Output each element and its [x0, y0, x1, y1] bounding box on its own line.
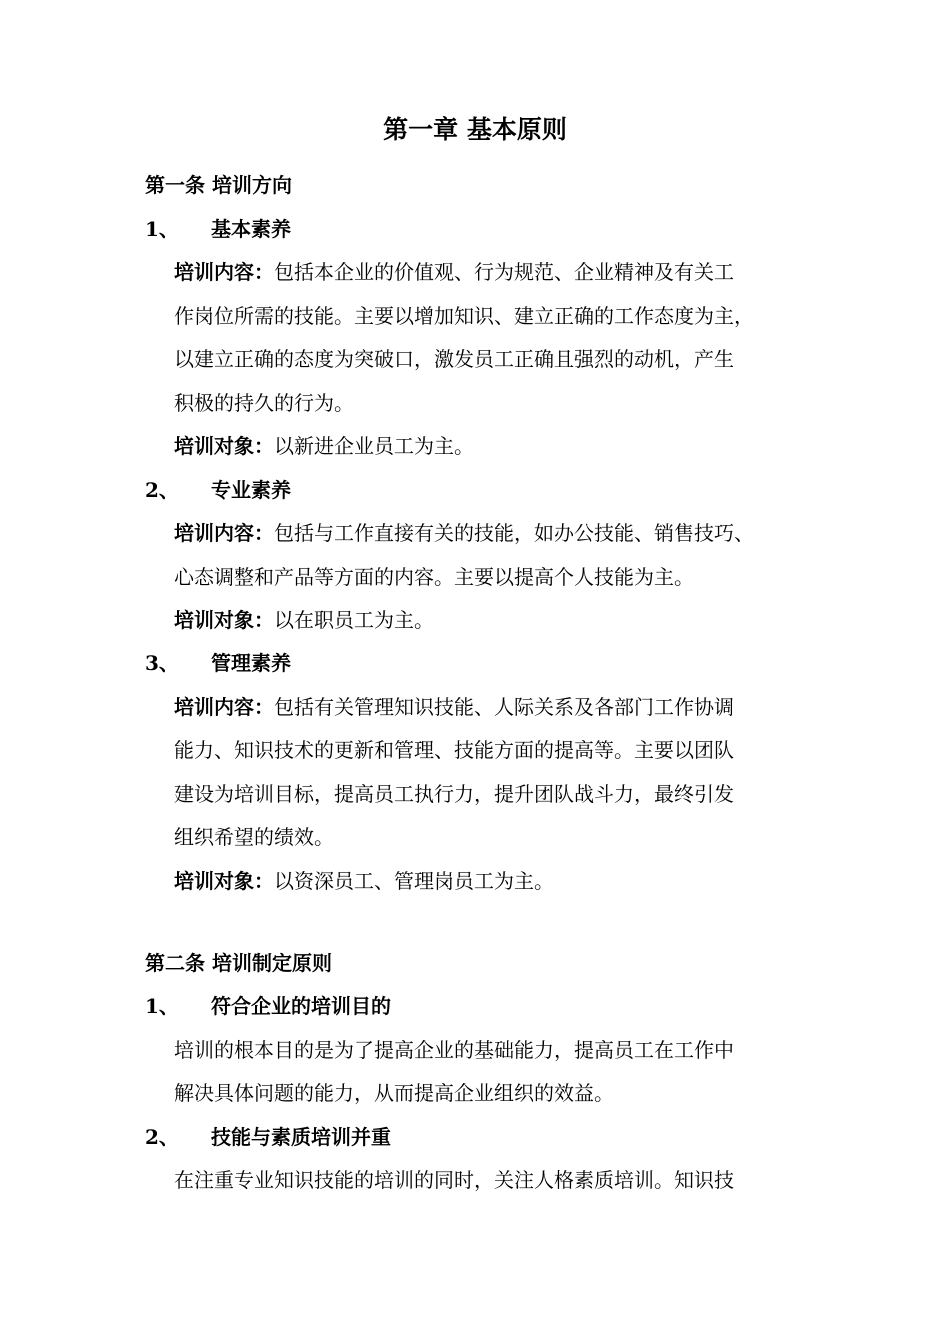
- content-label: 培训内容：: [174, 695, 274, 719]
- article-1-item-2-content-line-2: 心态调整和产品等方面的内容。主要以提高个人技能为主。: [174, 565, 694, 589]
- article-1-item-1-content-line-4: 积极的持久的行为。: [174, 391, 354, 415]
- article-1-item-2-target: [174, 605, 434, 635]
- content-text: 包括本企业的价值观、行为规范、企业精神及有关工: [274, 260, 734, 284]
- content-label: 培训内容：: [174, 260, 274, 284]
- article-2-item-1-heading: [145, 991, 391, 1021]
- article-1-item-1-content-line-3: 以建立正确的态度为突破口，激发员工正确且强烈的动机，产生: [174, 347, 734, 371]
- article-1-item-1-content-line-1: [174, 257, 734, 287]
- article-2-item-1-line-1: 培训的根本目的是为了提高企业的基础能力，提高员工在工作中: [174, 1038, 734, 1062]
- item-title: 基本素养: [211, 217, 291, 241]
- item-number: 3、: [145, 651, 179, 675]
- item-title: 专业素养: [211, 478, 291, 502]
- article-1-title: 第一条 培训方向: [145, 173, 292, 197]
- article-2-item-1-line-2: 解决具体问题的能力，从而提高企业组织的效益。: [174, 1081, 614, 1105]
- target-text: 以资深员工、管理岗员工为主。: [274, 869, 554, 893]
- article-1-item-1-heading: [145, 214, 291, 244]
- article-1-item-2-content-line-1: [174, 518, 754, 548]
- article-1-item-3-heading: [145, 648, 291, 678]
- target-label: 培训对象：: [174, 608, 274, 632]
- article-1-item-1-content-line-2: 作岗位所需的技能。主要以增加知识、建立正确的工作态度为主，: [174, 304, 754, 328]
- item-title: 符合企业的培训目的: [211, 994, 391, 1018]
- target-label: 培训对象：: [174, 434, 274, 458]
- content-text: 包括有关管理知识技能、人际关系及各部门工作协调: [274, 695, 734, 719]
- target-label: 培训对象：: [174, 869, 274, 893]
- article-1-item-1-target: [174, 431, 474, 461]
- target-text: 以新进企业员工为主。: [274, 434, 474, 458]
- article-2-item-2-line-1: 在注重专业知识技能的培训的同时，关注人格素质培训。知识技: [174, 1168, 734, 1192]
- article-2-title: 第二条 培训制定原则: [145, 951, 332, 975]
- target-text: 以在职员工为主。: [274, 608, 434, 632]
- article-1-item-3-content-line-1: [174, 692, 734, 722]
- article-2-item-2-heading: [145, 1122, 391, 1152]
- item-number: 1、: [145, 994, 179, 1018]
- article-1-item-3-target: [174, 866, 554, 896]
- item-title: 技能与素质培训并重: [211, 1125, 391, 1149]
- item-number: 2、: [145, 1125, 179, 1149]
- article-1-item-3-content-line-2: 能力、知识技术的更新和管理、技能方面的提高等。主要以团队: [174, 738, 734, 762]
- chapter-title: 第一章 基本原则: [383, 115, 567, 144]
- article-1-item-3-content-line-3: 建设为培训目标，提高员工执行力，提升团队战斗力，最终引发: [174, 782, 734, 806]
- article-1-item-2-heading: [145, 475, 291, 505]
- item-number: 1、: [145, 217, 179, 241]
- item-title: 管理素养: [211, 651, 291, 675]
- content-label: 培训内容：: [174, 521, 274, 545]
- content-text: 包括与工作直接有关的技能，如办公技能、销售技巧、: [274, 521, 754, 545]
- item-number: 2、: [145, 478, 179, 502]
- article-1-item-3-content-line-4: 组织希望的绩效。: [174, 825, 334, 849]
